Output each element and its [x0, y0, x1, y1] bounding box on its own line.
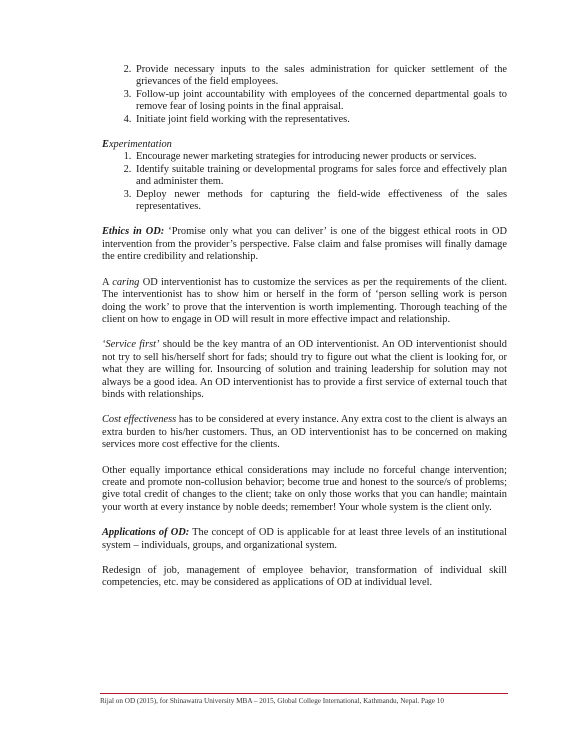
applications-lead: Applications of OD:	[102, 527, 190, 539]
caring-body: OD interventionist has to customize the services as per the requirements of the client. The interventionist has to show him or herself in the form of ‘person selling work is person doing the work’ to prove that the intervention is worth implementing. Thorough teaching of the client on how to engage in OD will result in more effective impact and relationship.	[102, 276, 507, 325]
footer-rule	[100, 693, 508, 694]
experimentation-list	[102, 151, 507, 213]
applications-body: The concept of OD is applicable for at least three levels of an institutional system – individuals, groups, and organizational system.	[102, 527, 508, 551]
ethics-paragraph	[102, 226, 507, 263]
list-item: 2. Identify suitable training or developmental programs for sales force and effectively plan and administer them.	[134, 164, 507, 189]
caring-pre: A	[102, 276, 113, 288]
heading-rest: xperimentation	[108, 139, 172, 151]
heading-initial: E	[102, 139, 109, 151]
list-item: 2. Provide necessary inputs to the sales administration for quicker settlement of the grievances of the field employees.	[134, 64, 507, 89]
redesign-paragraph: Redesign of job, management of employee behavior, transformation of individual skill competencies, etc. may be considered as applications of OD at individual level.	[102, 565, 507, 589]
cost-italic: Cost effectiveness	[102, 414, 177, 426]
page-footer: Rijal on OD (2015), for Shinawatra University MBA – 2015, Global College International, Kathmandu, Nepal. Page 10	[100, 697, 444, 705]
page-content	[102, 64, 507, 590]
ethics-body: ‘Promise only what you can deliver’ is one of the biggest ethical roots in OD intervention from the provider’s perspective. False claim and false promises will finally damage the entire credibility and relationship.	[102, 226, 507, 263]
numbered-list-continued	[102, 64, 507, 126]
other-considerations-paragraph: Other equally importance ethical considerations may include no forceful change intervention; create and promote non-collusion behavior; become true and honest to the source/s of problems; give total credit of changes to the client; take on only those works that you can handle; maintain your worth at every instance by noble deeds; remember! Your whole system is the client only.	[102, 464, 507, 513]
cost-body: has to be considered at every instance. Any extra cost to the client is always an extra burden to his/her customers. Thus, an OD interventionist has to be concerned on making services more cost effective for the clients.	[102, 414, 507, 451]
caring-paragraph	[102, 277, 507, 327]
ethics-lead: Ethics in OD:	[102, 226, 165, 238]
cost-paragraph	[102, 414, 507, 451]
list-item: 3. Deploy newer methods for capturing the field-wide effectiveness of the sales representatives.	[134, 189, 507, 214]
list-item: 4. Initiate joint field working with the representatives.	[134, 114, 507, 126]
caring-italic: caring	[112, 276, 140, 288]
service-first-italic: ‘Service first’	[102, 339, 160, 351]
experimentation-heading	[102, 139, 507, 151]
service-first-paragraph	[102, 339, 507, 401]
service-first-body: should be the key mantra of an OD interventionist. An OD interventionist should not try to sell his/herself short for fads; should try to figure out what the client is looking for, or what they are willing for. Insourcing of solution and training leadership for solution may not always be a good idea. An OD interventionist has to provide a first service of external touch that binds with relationships.	[102, 339, 508, 400]
applications-paragraph	[102, 527, 507, 552]
list-item: 1. Encourage newer marketing strategies for introducing newer products or services.	[134, 151, 507, 163]
list-item: 3. Follow-up joint accountability with employees of the concerned departmental goals to remove fear of losing points in the final appraisal.	[134, 89, 507, 114]
